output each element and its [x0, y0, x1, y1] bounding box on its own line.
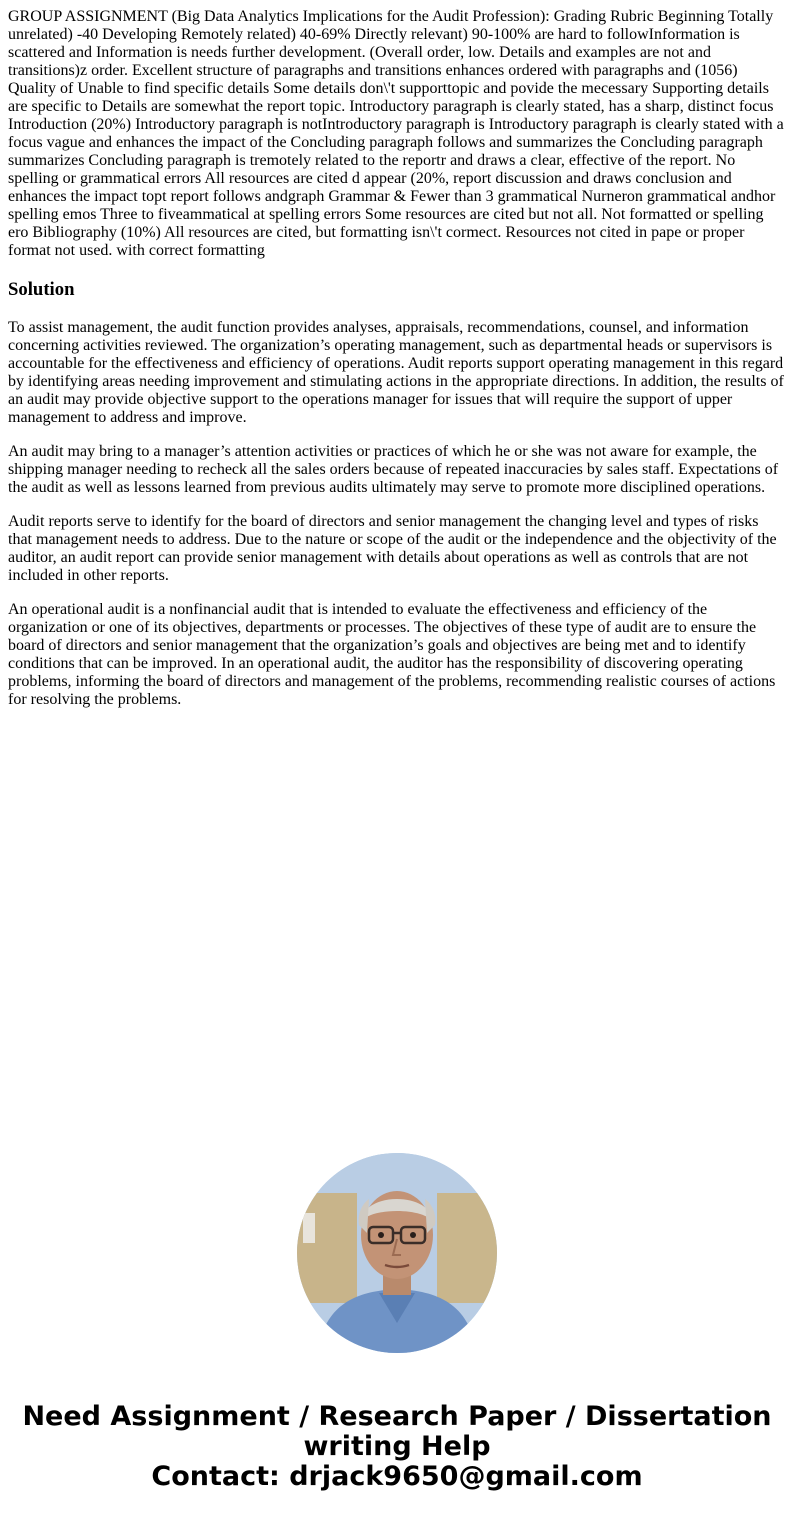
article-content — [8, 8, 786, 725]
solution-heading: Solution — [8, 279, 75, 300]
author-avatar — [297, 1153, 497, 1353]
solution-paragraph-3: Audit reports serve to identify for the board of directors and senior management the changing level and types of risks that management needs to address. Due to the nature or scope of the audit or the independence and the objectivity of the auditor, an audit report can provide senior management with details about operations as well as controls that are not included in other reports. — [8, 513, 777, 584]
promo-contact: Contact: drjack9650@gmail.com — [151, 1461, 643, 1492]
promo-line-2: writing Help — [303, 1431, 491, 1462]
solution-paragraph-4: An operational audit is a nonfinancial audit that is intended to evaluate the effectiveness and efficiency of the organization or one of its objectives, departments or processes. The objectives of these type of audit are to ensure the board of directors and senior management that the organization’s goals and objectives are being met and to identify conditions that can be improved. In an operational audit, the auditor has the responsibility of discovering operating problems, informing the board of directors and management of the problems, recommending realistic courses of actions for resolving the problems. — [8, 601, 776, 708]
promo-line-1: Need Assignment / Research Paper / Dissertation — [22, 1401, 772, 1432]
author-photo-icon — [297, 1153, 497, 1353]
promo-banner — [0, 1402, 794, 1492]
question-text: GROUP ASSIGNMENT (Big Data Analytics Implications for the Audit Profession): Grading Rubric Beginning Totally unrelated) -40 Developing Remotely related) 40-69% Directly relevant) 90-100% are hard to followInformation is scattered and Information is needs further development. (Overall order, low. Details and examples are not and transitions)z order. Excellent structure of paragraphs and transitions enhances ordered with paragraphs and (1056) Quality of Unable to find specific details Some details don\'t supporttopic and povide the mecessary Supporting details are specific to Details are somewhat the report topic. Introductory paragraph is clearly stated, has a sharp, distinct focus Introduction (20%) Introductory paragraph is notIntroductory paragraph is Introductory paragraph is clearly stated with a focus vague and enhances the impact of the Concluding paragraph follows and summarizes the Concluding paragraph summarizes Concluding paragraph is tremotely related to the reportr and draws a clear, effective of the report. No spelling or grammatical errors All resources are cited d appear (20%, report discussion and draws conclusion and enhances the impact topt report follows andgraph Grammar & Fewer than 3 grammatical Nurneron grammatical andhor spelling emos Three to fiveammatical at spelling errors Some resources are cited but not all. Not formatted or spelling ero Bibliography (10%) All resources are cited, but formatting isn\'t cormect. Resources not cited in pape or proper format not used. with correct formatting — [8, 8, 784, 259]
solution-paragraph-1: To assist management, the audit function provides analyses, appraisals, recommendations, counsel, and information concerning activities reviewed. The organization’s operating management, such as departmental heads or supervisors is accountable for the effectiveness and efficiency of operations. Audit reports support operating management in this regard by identifying areas needing improvement and stimulating actions in the appropriate directions. In addition, the results of an audit may provide objective support to the operations manager for issues that will require the support of upper management to address and improve. — [8, 319, 784, 426]
solution-paragraph-2: An audit may bring to a manager’s attention activities or practices of which he or she was not aware for example, the shipping manager needing to recheck all the sales orders because of repeated inaccuracies by sales staff. Expectations of the audit as well as lessons learned from previous audits ultimately may serve to promote more disciplined operations. — [8, 443, 779, 496]
